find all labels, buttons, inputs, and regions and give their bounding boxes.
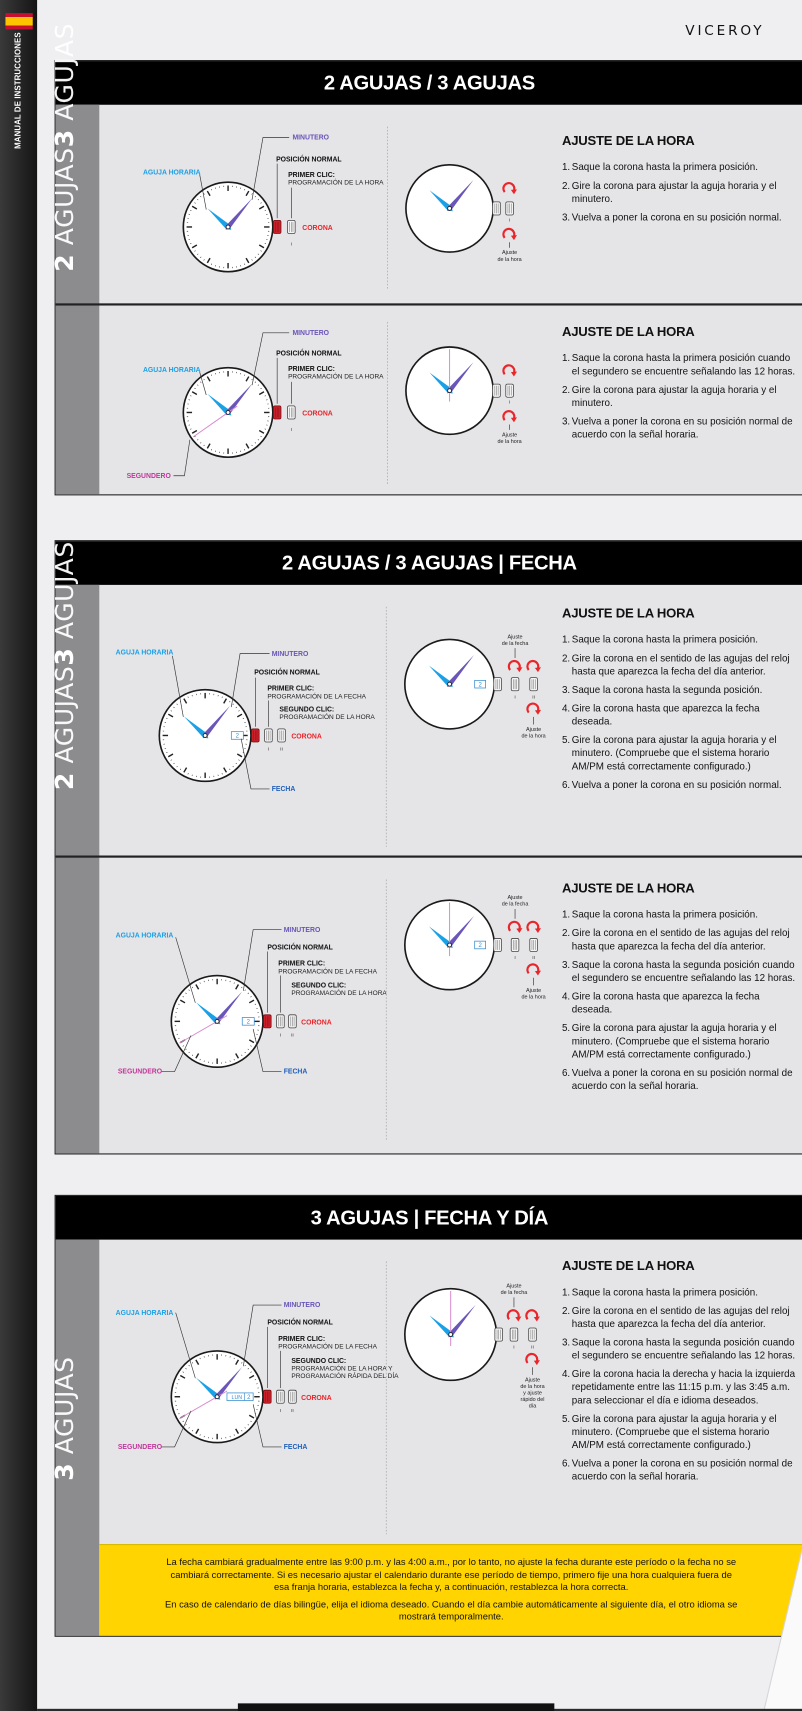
time-adjust-label: Ajuste [502, 432, 517, 438]
step-number: 3. [562, 1336, 572, 1362]
crown-icon [494, 678, 502, 691]
arrow-head [511, 372, 517, 377]
step-number: 1. [562, 1285, 572, 1298]
label-crown: CORONA [291, 734, 322, 741]
label-second-hand: SEGUNDERO [118, 1444, 163, 1451]
arrow-head [535, 667, 541, 672]
row-3-hands [56, 303, 802, 496]
center-pin [203, 734, 207, 738]
arrow-head [535, 710, 541, 715]
rotate-arrow-icon [527, 922, 541, 933]
instructions-title: AJUSTE DE LA HORA [562, 325, 796, 338]
rotate-arrow-icon [503, 229, 517, 240]
label-first-click: PRIMER CLIC: [288, 366, 335, 373]
label-first-click: PRIMER CLIC: [267, 686, 314, 693]
rotate-arrow-icon [509, 922, 523, 933]
step-item [562, 383, 796, 409]
time-adjust-label: rápido del [521, 1397, 545, 1403]
crown-mark: II [291, 1408, 294, 1414]
crown-icon [252, 729, 260, 742]
crown-mark: II [532, 694, 535, 700]
crown-mark: I [291, 427, 292, 433]
step-item [562, 733, 796, 772]
step-number: 5. [562, 733, 572, 772]
step-text: Gire la corona para ajustar la aguja horaria y el minutero. [572, 383, 796, 409]
label-normal-position: POSICIÓN NORMAL [276, 349, 342, 358]
crown-mark: I [509, 218, 510, 224]
time-adjust-label: Ajuste [502, 250, 517, 256]
step-number: 5. [562, 1412, 572, 1451]
label-date: FECHA [284, 1444, 308, 1451]
crown-mark: II [531, 1345, 534, 1351]
section-2-3-hands [55, 60, 802, 495]
instructions-title: AJUSTE DE LA HORA [562, 607, 796, 620]
label-second-click-desc: PROGRAMACIÓN RÁPIDA DEL DÍA [291, 1371, 399, 1380]
step-number: 6. [562, 1066, 572, 1092]
label-hour-hand: AGUJA HORARIA [143, 367, 201, 374]
rotate-arrow-icon [527, 704, 541, 715]
step-item [562, 1021, 796, 1060]
time-adjust-label: Ajuste [525, 1377, 540, 1383]
side-label-hands [49, 22, 82, 273]
crown-icon [288, 220, 296, 233]
crown-icon [288, 406, 296, 419]
note-paragraph: En caso de calendario de días bilingüe, elija el idioma deseado. Cuando el día cambie automáticamente al siguiente día, el otro idioma se mostrará temporalmente. [165, 1598, 738, 1623]
step-number: 4. [562, 990, 572, 1016]
step-number: 1. [562, 351, 572, 377]
rotate-arrow-icon [508, 1310, 522, 1321]
crown-mark: I [280, 1408, 281, 1414]
label-second-click-desc: PROGRAMACIÓN DE LA HORA [279, 712, 375, 721]
step-number: 3. [562, 683, 572, 696]
instructions [562, 134, 796, 229]
center-pin [449, 1333, 453, 1337]
time-adjust-label: día [529, 1404, 538, 1410]
step-text: Gire la corona hasta que aparezca la fecha deseada. [572, 702, 796, 728]
label-crown: CORONA [302, 411, 333, 418]
label-normal-position: POSICIÓN NORMAL [276, 154, 342, 163]
center-pin [448, 389, 452, 393]
time-adjust-label: Ajuste [526, 727, 541, 733]
note-paragraph: La fecha cambiará gradualmente entre las 9:00 p.m. y las 4:00 a.m., por lo tanto, no ajuste la fecha durante este período o la fecha no se cambiará correctamente. Si es necesario ajustar el calendario durante ese período de tiempo, primero fije una hora cualquiera fuera de esa franja horaria, establezca la fecha y, a continuación, restablezca la hora correcta. [165, 1556, 738, 1594]
row-2-hands [56, 105, 802, 304]
step-text: Gire la corona para ajustar la aguja horaria y el minutero. (Compruebe que el sistema horario AM/PM está correctamente configurado.) [572, 733, 796, 772]
side-num: 3 [51, 129, 79, 147]
crown-icon [277, 1390, 285, 1403]
arrow-head [535, 971, 541, 976]
label-first-click-desc: PROGRAMACIÓN DE LA FECHA [278, 966, 377, 975]
arrow-head [516, 928, 522, 933]
instructions [562, 325, 796, 446]
step-text: Saque la corona hasta la primera posición. [572, 633, 758, 646]
time-adjust-label: de la hora [520, 1384, 545, 1390]
label-first-click-desc: PROGRAMACIÓN DE LA FECHA [267, 691, 366, 700]
crown-icon [530, 678, 538, 691]
step-text: Gire la corona en el sentido de las agujas del reloj hasta que aparezca la fecha del día anterior. [572, 1304, 796, 1330]
crown-icon [511, 938, 519, 951]
instructions-title: AJUSTE DE LA HORA [562, 134, 796, 147]
side-num: 2 [51, 772, 79, 790]
step-item [562, 211, 796, 224]
step-item [562, 651, 796, 677]
crown-icon [273, 220, 281, 233]
rotate-arrow-icon [503, 411, 517, 422]
section-title: 2 AGUJAS / 3 AGUJAS [56, 61, 802, 105]
step-item [562, 1066, 796, 1092]
step-item [562, 1336, 796, 1362]
instructions-title: AJUSTE DE LA HORA [562, 882, 796, 895]
rotate-arrow-icon [527, 964, 541, 975]
step-number: 3. [562, 958, 572, 984]
date-adjust-label: Ajuste [507, 634, 522, 640]
step-text: Vuelva a poner la corona en su posición normal de acuerdo con la señal horaria. [572, 1066, 796, 1092]
watch-diagram [99, 858, 557, 1154]
label-hour-hand: AGUJA HORARIA [116, 1310, 174, 1317]
side-label-three-hands [49, 1293, 82, 1544]
mini-watch [405, 1289, 497, 1381]
label-hour-hand: AGUJA HORARIA [116, 650, 174, 657]
time-adjust-label: de la hora [497, 257, 522, 263]
step-text: Vuelva a poner la corona en su posición normal de acuerdo con la señal horaria. [572, 415, 796, 441]
label-second-hand: SEGUNDERO [127, 473, 172, 480]
mini-watch [406, 347, 493, 434]
steps-list [562, 1285, 796, 1483]
crown-icon [273, 406, 281, 419]
side-num: 2 [51, 254, 79, 272]
section-hands-date [55, 540, 802, 1154]
watch-diagram [99, 1240, 557, 1546]
crown-mark: II [280, 747, 283, 753]
crown-mark: I [268, 747, 269, 753]
side-word: AGUJAS [51, 1356, 79, 1454]
arrow-head [516, 667, 522, 672]
step-text: Saque la corona hasta la primera posición. [572, 1285, 758, 1298]
center-pin [215, 1019, 219, 1023]
crown-icon [529, 1328, 537, 1341]
crown-icon [510, 1328, 518, 1341]
crown-icon [495, 1328, 503, 1341]
step-item [562, 415, 796, 441]
step-text: Gire la corona hacia la derecha y hacia la izquierda repetidamente entre las 11:15 p.m. y las 3:45 a.m. para seleccionar el día e idioma deseados. [572, 1367, 796, 1406]
step-number: 2. [562, 1304, 572, 1330]
manual-title: MANUAL DE INSTRUCCIONES [13, 31, 24, 151]
step-number: 4. [562, 702, 572, 728]
step-number: 2. [562, 383, 572, 409]
instructions [562, 607, 796, 797]
step-item [562, 926, 796, 952]
date-adjust-label: Ajuste [507, 895, 522, 901]
arrow-head [515, 1317, 521, 1322]
center-pin [448, 682, 452, 686]
label-second-hand: SEGUNDERO [118, 1069, 163, 1076]
date-adjust-label: de la fecha [501, 1290, 529, 1296]
arrow-head [534, 1317, 540, 1322]
label-date: FECHA [272, 786, 296, 793]
arrow-head [534, 1360, 540, 1365]
label-normal-position: POSICIÓN NORMAL [254, 667, 320, 676]
crown-icon [506, 384, 514, 397]
crown-icon [511, 678, 519, 691]
date-change-note [99, 1544, 802, 1636]
rotate-arrow-icon [503, 183, 517, 194]
step-text: Vuelva a poner la corona en su posición normal. [572, 778, 782, 791]
step-item [562, 160, 796, 173]
step-text: Saque la corona hasta la segunda posición cuando el segundero se encuentre señalando las 12 horas. [572, 1336, 796, 1362]
label-first-click: PRIMER CLIC: [278, 1336, 325, 1343]
steps-list [562, 351, 796, 440]
side-label-hands-date [49, 540, 82, 791]
label-normal-position: POSICIÓN NORMAL [267, 1318, 333, 1327]
step-number: 1. [562, 633, 572, 646]
label-minute-hand: MINUTERO [284, 927, 321, 934]
arrow-head [511, 235, 517, 240]
step-item [562, 179, 796, 205]
crown-icon [493, 384, 501, 397]
crown-icon [506, 202, 514, 215]
date-adjust-label: Ajuste [506, 1284, 521, 1290]
time-adjust-label: de la hora [522, 734, 547, 740]
brand-logo: VICEROY [685, 22, 764, 38]
section-3-hands-date-day [55, 1195, 802, 1637]
step-text: Saque la corona hasta la primera posición. [572, 908, 758, 921]
day-value: LUN [232, 1395, 243, 1401]
crown-icon [264, 1015, 272, 1028]
crown-mark: II [532, 955, 535, 961]
instructions-title: AJUSTE DE LA HORA [562, 1259, 796, 1272]
center-pin [215, 1395, 219, 1399]
row-3-hands-date-day [56, 1240, 802, 1546]
step-number: 6. [562, 778, 572, 791]
label-normal-position: POSICIÓN NORMAL [267, 942, 333, 951]
step-number: 4. [562, 1367, 572, 1406]
label-second-click-desc: PROGRAMACIÓN DE LA HORA [291, 988, 387, 997]
time-adjust-label: Ajuste [526, 988, 541, 994]
label-first-click-desc: PROGRAMACIÓN DE LA HORA [288, 372, 384, 381]
side-num: 3 [51, 1463, 79, 1481]
center-pin [448, 943, 452, 947]
label-date: FECHA [284, 1069, 308, 1076]
step-item [562, 958, 796, 984]
side-word: AGUJAS [51, 666, 79, 764]
label-minute-hand: MINUTERO [292, 135, 329, 142]
date-value: 2 [478, 682, 482, 688]
label-crown: CORONA [302, 225, 333, 232]
left-sidebar-strip [0, 0, 37, 1711]
label-first-click-desc: PROGRAMACIÓN DE LA FECHA [278, 1342, 377, 1351]
step-text: Gire la corona en el sentido de las agujas del reloj hasta que aparezca la fecha del día anterior. [572, 926, 796, 952]
label-minute-hand: MINUTERO [292, 330, 329, 337]
page-curl [753, 1550, 802, 1711]
date-value: 2 [247, 1395, 251, 1401]
crown-mark: I [291, 242, 292, 248]
label-minute-hand: MINUTERO [272, 651, 309, 658]
mini-watch [406, 165, 493, 252]
date-adjust-label: de la fecha [502, 902, 530, 908]
step-number: 2. [562, 651, 572, 677]
label-crown: CORONA [301, 1395, 332, 1402]
arrow-head [535, 928, 541, 933]
crown-icon [530, 938, 538, 951]
crown-mark: II [291, 1033, 294, 1039]
step-text: Saque la corona hasta la primera posición. [572, 160, 758, 173]
label-first-click: PRIMER CLIC: [288, 172, 335, 179]
date-value: 2 [478, 943, 482, 949]
step-item [562, 1412, 796, 1451]
crown-mark: I [513, 1345, 514, 1351]
instructions [562, 882, 796, 1098]
crown-icon [493, 202, 501, 215]
label-hour-hand: AGUJA HORARIA [116, 932, 174, 939]
step-item [562, 1457, 796, 1483]
rotate-arrow-icon [509, 661, 523, 672]
instructions [562, 1259, 796, 1488]
label-second-click: SEGUNDO CLIC: [291, 1358, 346, 1365]
time-adjust-label: de la hora [522, 994, 547, 1000]
crown-icon [265, 729, 273, 742]
step-number: 1. [562, 160, 572, 173]
step-item [562, 633, 796, 646]
label-first-click: PRIMER CLIC: [278, 961, 325, 968]
step-item [562, 990, 796, 1016]
step-number: 3. [562, 211, 572, 224]
label-second-click-desc: PROGRAMACIÓN DE LA HORA Y [291, 1364, 393, 1373]
date-value: 2 [236, 734, 240, 740]
time-adjust-label: de la hora [497, 439, 522, 445]
center-pin [226, 225, 230, 229]
step-item [562, 1367, 796, 1406]
step-item [562, 1304, 796, 1330]
crown-icon [289, 1390, 297, 1403]
crown-icon [278, 729, 286, 742]
center-pin [226, 411, 230, 415]
step-number: 1. [562, 908, 572, 921]
label-first-click-desc: PROGRAMACIÓN DE LA HORA [288, 177, 384, 186]
side-word: AGUJAS [51, 147, 79, 245]
step-text: Gire la corona para ajustar la aguja horaria y el minutero. [572, 179, 796, 205]
steps-list [562, 633, 796, 791]
side-num: 3 [51, 648, 79, 666]
row-2-hands-date [56, 585, 802, 856]
step-item [562, 1285, 796, 1298]
steps-list [562, 908, 796, 1092]
step-item [562, 683, 796, 696]
watch-face [183, 368, 272, 457]
watch-diagram [99, 105, 557, 304]
side-word: AGUJAS [51, 541, 79, 639]
step-text: Saque la corona hasta la primera posición cuando el segundero se encuentre señalando las 12 horas. [572, 351, 796, 377]
label-hour-hand: AGUJA HORARIA [143, 170, 201, 177]
time-adjust-label: y ajuste [523, 1391, 542, 1397]
label-crown: CORONA [301, 1020, 332, 1027]
step-number: 2. [562, 179, 572, 205]
watch-face [183, 182, 272, 271]
watch-diagram [99, 306, 557, 497]
label-second-click: SEGUNDO CLIC: [279, 706, 334, 713]
label-second-click: SEGUNDO CLIC: [291, 983, 346, 990]
spain-flag-icon [5, 13, 32, 29]
step-text: Vuelva a poner la corona en su posición normal. [572, 211, 782, 224]
arrow-head [511, 417, 517, 422]
step-item [562, 702, 796, 728]
step-text: Gire la corona para ajustar la aguja horaria y el minutero. (Compruebe que el sistema horario AM/PM está correctamente configurado.) [572, 1412, 796, 1451]
step-item [562, 908, 796, 921]
step-text: Gire la corona para ajustar la aguja horaria y el minutero. (Compruebe que el sistema horario AM/PM está correctamente configurado.) [572, 1021, 796, 1060]
center-pin [448, 206, 452, 210]
step-number: 5. [562, 1021, 572, 1060]
crown-mark: I [509, 400, 510, 406]
date-adjust-label: de la fecha [502, 641, 530, 647]
step-text: Saque la corona hasta la segunda posición. [572, 683, 763, 696]
step-item [562, 351, 796, 377]
crown-mark: I [514, 694, 515, 700]
rotate-arrow-icon [526, 1310, 540, 1321]
step-number: 6. [562, 1457, 572, 1483]
step-number: 3. [562, 415, 572, 441]
label-minute-hand: MINUTERO [284, 1302, 321, 1309]
row-3-hands-date [56, 856, 802, 1154]
step-number: 2. [562, 926, 572, 952]
step-text: Vuelva a poner la corona en su posición normal de acuerdo con la señal horaria. [572, 1457, 796, 1483]
steps-list [562, 160, 796, 223]
rotate-arrow-icon [527, 661, 541, 672]
step-text: Saque la corona hasta la segunda posición cuando el segundero se encuentre señalando las 12 horas. [572, 958, 796, 984]
date-value: 2 [247, 1020, 251, 1026]
side-word: AGUJAS [51, 23, 79, 121]
step-item [562, 778, 796, 791]
crown-icon [277, 1015, 285, 1028]
crown-icon [264, 1390, 272, 1403]
arrow-head [511, 189, 517, 194]
rotate-arrow-icon [503, 365, 517, 376]
crown-mark: I [514, 955, 515, 961]
step-text: Gire la corona hasta que aparezca la fecha deseada. [572, 990, 796, 1016]
watch-diagram [99, 585, 557, 856]
step-text: Gire la corona en el sentido de las agujas del reloj hasta que aparezca la fecha del día anterior. [572, 651, 796, 677]
rotate-arrow-icon [526, 1354, 540, 1365]
crown-icon [289, 1015, 297, 1028]
crown-mark: I [280, 1033, 281, 1039]
section-title: 2 AGUJAS / 3 AGUJAS | FECHA [56, 541, 802, 585]
section-title: 3 AGUJAS | FECHA Y DÍA [56, 1196, 802, 1240]
crown-icon [494, 938, 502, 951]
